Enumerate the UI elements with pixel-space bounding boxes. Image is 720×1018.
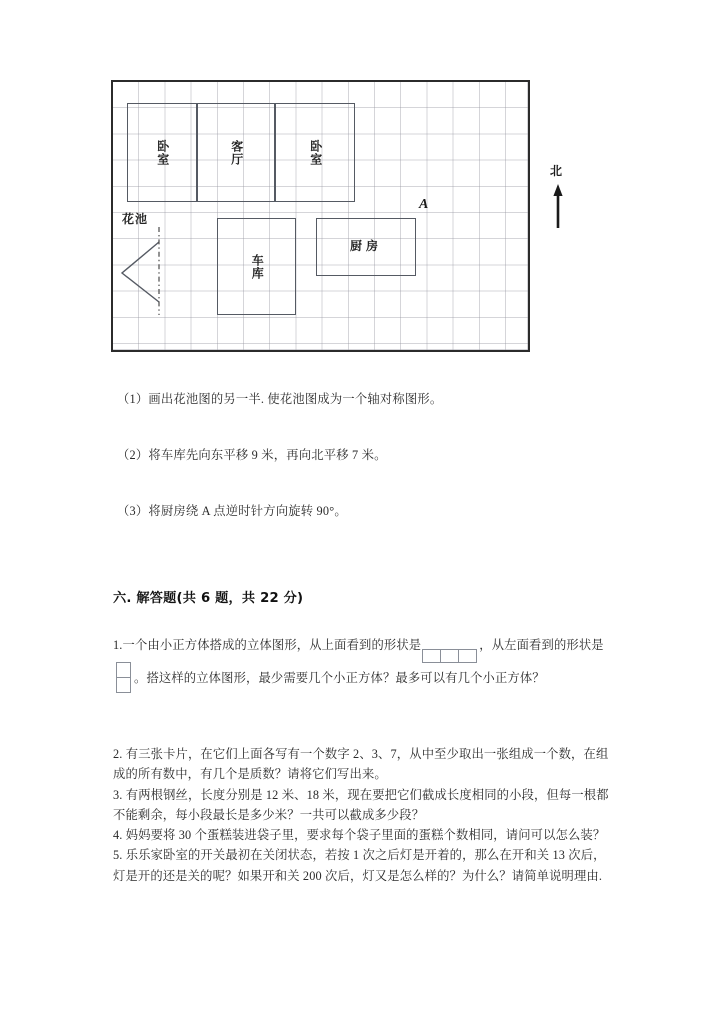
square-cell <box>458 649 477 663</box>
question-4: 4. 妈妈要将 30 个蛋糕装进袋子里，要求每个袋子里面的蛋糕个数相同，请问可以怎么装？ <box>113 828 606 843</box>
compass-north-indicator <box>542 162 582 232</box>
question-3: 3. 有两根钢丝，长度分别是 12 米、18 米，现在要把它们截成长度相同的小段，但每一根都不能剩余，每小段最长是多少米？一共可以截成多少段？ <box>113 787 609 822</box>
question-1-part-c: 。搭这样的立体图形，最少需要几个小正方体？最多可以有几个小正方体？ <box>134 671 545 685</box>
room-kitchen-label: 厨房 <box>349 239 382 254</box>
room-kitchen <box>316 218 416 276</box>
flower-pond-label: 花池 <box>122 212 149 226</box>
question-1-part-a: 一个由小正方体搭成的立体图形，从上面看到的形状是 <box>122 638 422 652</box>
sub-question-1: （1）画出花池图的另一半. 使花池图成为一个轴对称图形。 <box>117 392 443 406</box>
flower-pond-triangle-icon <box>119 210 197 315</box>
point-a-label: A <box>419 197 429 212</box>
north-label: 北 <box>550 164 563 178</box>
square-cell <box>116 677 131 693</box>
section-heading: 六. 解答题(共 6 题，共 22 分) <box>113 591 304 606</box>
question-1-block <box>113 632 613 693</box>
room-garage <box>217 218 296 315</box>
room-living-room-label: 客厅 <box>229 139 244 166</box>
square-cell <box>440 649 459 663</box>
square-cell <box>422 649 441 663</box>
floor-plan-diagram <box>111 80 563 352</box>
sub-question-3: （3）将厨房绕 A 点逆时针方向旋转 90°。 <box>117 504 347 518</box>
square-cell <box>116 662 131 678</box>
two-squares-column-icon <box>116 663 131 693</box>
question-1-number: 1. <box>113 638 123 652</box>
question-5: 5. 乐乐家卧室的开关最初在关闭状态，若按 1 次之后灯是开着的，那么在开和关 13 次后，灯是开的还是关的呢？如果开和关 200 次后，灯又是怎么样的？为什么？请简单说明理由. <box>113 848 606 883</box>
room-bedroom-left-label: 卧室 <box>155 139 170 166</box>
room-garage-label: 车库 <box>250 253 265 280</box>
question-1-part-b: ，从左面看到的形状是 <box>479 638 604 652</box>
room-living-room <box>197 103 275 202</box>
room-bedroom-right <box>275 103 355 202</box>
room-bedroom-right-label: 卧室 <box>308 139 323 166</box>
plan-grid-frame <box>111 80 530 352</box>
room-bedroom-left <box>127 103 197 202</box>
north-arrow-icon <box>548 182 568 230</box>
sub-question-2: （2）将车库先向东平移 9 米，再向北平移 7 米。 <box>117 448 387 462</box>
questions-list <box>113 744 613 886</box>
flower-pond-figure <box>119 210 197 315</box>
three-squares-row-icon <box>423 649 477 663</box>
question-2: 2. 有三张卡片，在它们上面各写有一个数字 2、3、7，从中至少取出一张组成一个数，在组成的所有数中，有几个是质数？请将它们写出来。 <box>113 747 609 782</box>
